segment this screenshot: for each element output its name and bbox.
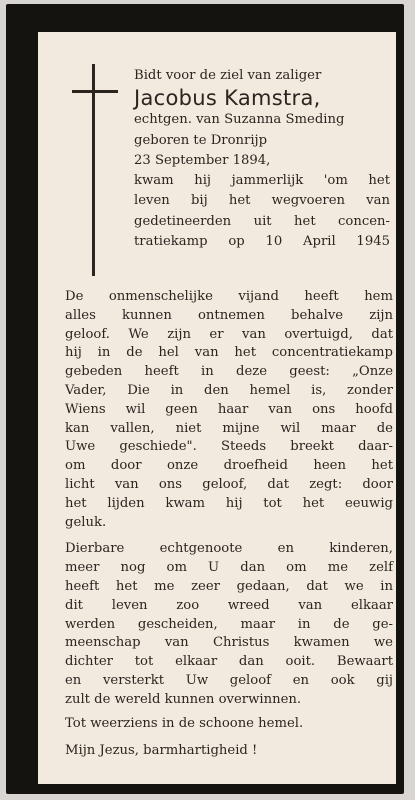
spouse-line: echtgen. van Suzanna Smeding bbox=[134, 112, 345, 128]
death-line: leven bij het wegvoeren van bbox=[134, 193, 390, 209]
text-line: heeft het me zeer gedaan, dat we in bbox=[65, 578, 393, 594]
text-line: geloof. We zijn er van overtuigd, dat bbox=[65, 326, 393, 342]
text-line: hij in de hel van het concentratiekamp bbox=[65, 345, 393, 361]
text-line: geluk. bbox=[65, 514, 107, 530]
card-paper bbox=[38, 32, 396, 784]
deceased-name: Jacobus Kamstra, bbox=[134, 86, 321, 111]
card-header bbox=[134, 66, 390, 252]
paragraph-family bbox=[65, 540, 393, 709]
text-line: Tot weerziens in de schoone hemel. bbox=[65, 715, 304, 731]
cross-icon bbox=[92, 64, 95, 276]
text-line: werden gescheiden, maar in de ge- bbox=[65, 616, 393, 632]
text-line: meer nog om U dan om me zelf bbox=[65, 560, 393, 576]
text-line: De onmenschelijke vijand heeft hem bbox=[65, 289, 393, 304]
text-line: dichter tot elkaar dan ooit. Bewaart bbox=[65, 654, 393, 670]
closing-prayer bbox=[65, 742, 393, 761]
death-line: gedetineerden uit het concen- bbox=[134, 213, 390, 229]
text-line: en versterkt Uw geloof en ook gij bbox=[65, 672, 393, 688]
death-line: tratiekamp op 10 April 1945 bbox=[134, 234, 390, 250]
text-line: alles kunnen ontnemen behalve zijn bbox=[65, 307, 393, 323]
text-line: meenschap van Christus kwamen we bbox=[65, 635, 393, 651]
text-line: licht van ons geloof, dat zegt: door bbox=[65, 476, 393, 492]
birthplace-line: geboren te Dronrijp bbox=[134, 132, 268, 148]
cross-icon-bar bbox=[72, 90, 118, 93]
text-line: het lijden kwam hij tot het eeuwig bbox=[65, 495, 393, 511]
prayer-line: Bidt voor de ziel van zaliger bbox=[134, 68, 322, 83]
text-line: zult de wereld kunnen overwinnen. bbox=[65, 691, 302, 707]
text-line: Dierbare echtgenoote en kinderen, bbox=[65, 541, 393, 557]
death-line: kwam hij jammerlijk 'om het bbox=[134, 173, 390, 189]
text-line: Mijn Jezus, barmhartigheid ! bbox=[65, 743, 258, 759]
paragraph-faith bbox=[65, 288, 393, 532]
memorial-card bbox=[6, 4, 404, 794]
text-line: kan vallen, niet mijne wil maar de bbox=[65, 420, 393, 436]
text-line: dit leven zoo wreed van elkaar bbox=[65, 597, 393, 613]
text-line: gebeden heeft in deze geest: „Onze bbox=[65, 364, 393, 380]
text-line: om door onze droefheid heen het bbox=[65, 458, 393, 474]
text-line: Uwe geschiede". Steeds breekt daar- bbox=[65, 439, 393, 455]
paragraph-farewell bbox=[65, 715, 393, 734]
text-line: Vader, Die in den hemel is, zonder bbox=[65, 382, 393, 398]
text-line: Wiens wil geen haar van ons hoofd bbox=[65, 401, 393, 417]
birthdate-line: 23 September 1894, bbox=[134, 152, 271, 168]
card-body bbox=[65, 288, 393, 761]
